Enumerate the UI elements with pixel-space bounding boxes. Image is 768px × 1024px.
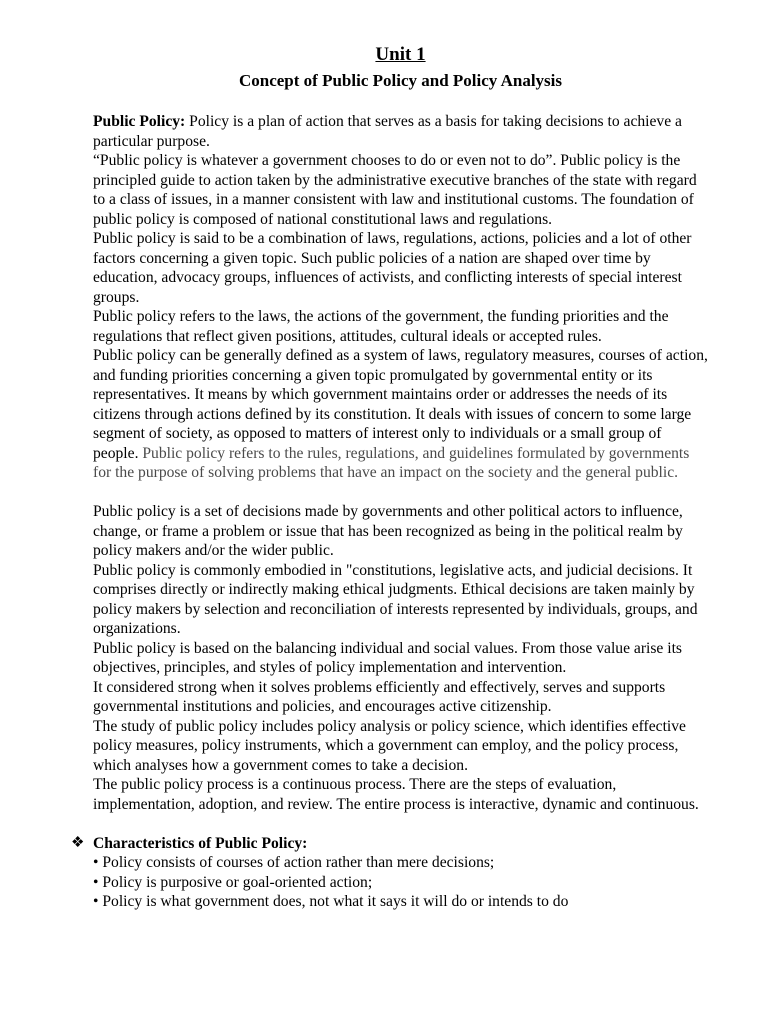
list-item: • Policy consists of courses of action rather than mere decisions; bbox=[93, 854, 495, 871]
paragraph: It considered strong when it solves problems efficiently and effectively, serves and supports governmental institutions and policies, and encourages active citizenship. bbox=[93, 678, 666, 715]
section-spacer bbox=[93, 814, 708, 834]
intro-definition: Policy is a plan of action that serves as a basis for taking decisions to achieve a particular purpose. bbox=[93, 113, 682, 150]
paragraph-mixed bbox=[93, 346, 708, 483]
characteristics-list bbox=[93, 853, 708, 912]
characteristics-section bbox=[71, 834, 708, 912]
paragraph: Public policy is a set of decisions made by governments and other political actors to influence, change, or frame a problem or issue that has been recognized as being in the political realm by policy makers and/or the wider public. bbox=[93, 503, 683, 559]
characteristics-heading: Characteristics of Public Policy: bbox=[93, 834, 308, 852]
paragraph: “Public policy is whatever a government chooses to do or even not to do”. Public policy is the principled guide to action taken by the administrative executive branches of the state with regard to a class of issues, in a manner consistent with law and institutional customs. The foundation of public policy is composed of national constitutional laws and regulations. bbox=[93, 152, 697, 228]
paragraph-main-text: Public policy can be generally defined as a system of laws, regulatory measures, courses of action, and funding priorities concerning a given topic promulgated by governmental entity or its representatives. It means by which government maintains order or addresses the needs of its citizens through actions defined by its constitution. It deals with issues of concern to some large segment of society, as opposed to matters of interest only to individuals or a small group of people. bbox=[93, 347, 708, 462]
paragraph: Public policy is based on the balancing individual and social values. From those value arise its objectives, principles, and styles of policy implementation and intervention. bbox=[93, 639, 682, 676]
list-item: • Policy is what government does, not what it says it will do or intends to do bbox=[93, 893, 569, 910]
paragraph: The study of public policy includes policy analysis or policy science, which identifies effective policy measures, policy instruments, which a government can employ, and the policy process, which analyses how a government comes to take a decision. bbox=[93, 717, 686, 774]
paragraph: Public policy refers to the laws, the actions of the government, the funding priorities and the regulations that reflect given positions, attitudes, cultural ideals or accepted rules. bbox=[93, 308, 669, 345]
diamond-bullet-icon: ❖ bbox=[71, 834, 85, 851]
paragraph: The public policy process is a continuous process. There are the steps of evaluation, implementation, adoption, and review. The entire process is interactive, dynamic and continuous. bbox=[93, 776, 699, 813]
document-title: Concept of Public Policy and Policy Analysis bbox=[238, 71, 563, 90]
intro-term: Public Policy: bbox=[93, 113, 186, 130]
intro-paragraph bbox=[93, 112, 708, 151]
document-body bbox=[71, 112, 708, 912]
list-item: • Policy is purposive or goal-oriented action; bbox=[93, 873, 373, 891]
unit-title: Unit 1 bbox=[375, 44, 426, 65]
paragraph-muted-text: Public policy refers to the rules, regulations, and guidelines formulated by governments for the purpose of solving problems that have an impact on the society and the general public. bbox=[93, 444, 690, 481]
paragraph: Public policy is commonly embodied in "constitutions, legislative acts, and judicial decisions. It comprises directly or indirectly making ethical judgments. Ethical decisions are taken mainly by policy makers by selection and reconciliation of interests represented by individuals, groups, and organizations. bbox=[93, 561, 698, 637]
paragraph: Public policy is said to be a combination of laws, regulations, actions, policies and a lot of other factors concerning a given topic. Such public policies of a nation are shaped over time by education, advocacy groups, influences of activists, and conflicting interests of special interest groups. bbox=[93, 230, 692, 306]
paragraph-spacer bbox=[93, 483, 708, 503]
